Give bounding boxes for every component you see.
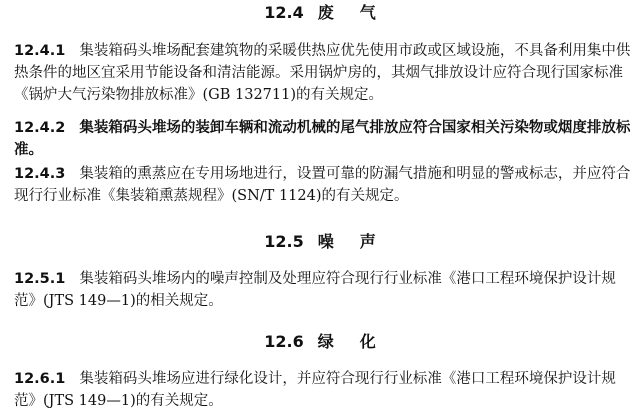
clause-12-5-1 — [14, 268, 634, 312]
clause-text: 集装箱码头堆场应进行绿化设计，并应符合现行行业标准《港口工程环境保护设计规范》(JTS 149—1)的有关规定。 — [14, 371, 616, 409]
clause-number: 12.4.2 — [14, 120, 66, 136]
section-number: 12.4 — [264, 3, 304, 22]
section-heading-12-6 — [0, 332, 640, 352]
section-heading-12-4 — [0, 3, 640, 23]
section-title: 绿化 — [317, 332, 402, 351]
clause-text: 集装箱码头堆场配套建筑物的采暖供热应优先使用市政或区域设施，不具备利用集中供热条件的地区宜采用节能设备和清洁能源。采用锅炉房的，其烟气排放设计应符合现行国家标准《锅炉大气污染物排放标准》(GB 132711)的有关规定。 — [14, 43, 631, 103]
clause-number: 12.6.1 — [14, 371, 66, 387]
clause-number: 12.4.1 — [14, 43, 66, 59]
clause-12-4-2 — [14, 117, 634, 161]
section-heading-12-5 — [0, 232, 640, 252]
clause-number: 12.4.3 — [14, 166, 66, 182]
clause-text: 集装箱的熏蒸应在专用场地进行，设置可靠的防漏气措施和明显的警戒标志，并应符合现行行业标准《集装箱熏蒸规程》(SN/T 1124)的有关规定。 — [14, 166, 631, 204]
section-title: 噪声 — [317, 232, 402, 251]
clause-12-6-1 — [14, 368, 634, 412]
clause-text: 集装箱码头堆场的装卸车辆和流动机械的尾气排放应符合国家相关污染物或烟度排放标准。 — [14, 119, 631, 158]
clause-12-4-1 — [14, 40, 634, 106]
section-title: 废气 — [317, 3, 402, 22]
section-number: 12.5 — [264, 232, 304, 251]
clause-12-4-3 — [14, 163, 634, 207]
clause-text: 集装箱码头堆场内的噪声控制及处理应符合现行行业标准《港口工程环境保护设计规范》(JTS 149—1)的相关规定。 — [14, 271, 616, 309]
clause-number: 12.5.1 — [14, 271, 66, 287]
section-number: 12.6 — [264, 332, 304, 351]
